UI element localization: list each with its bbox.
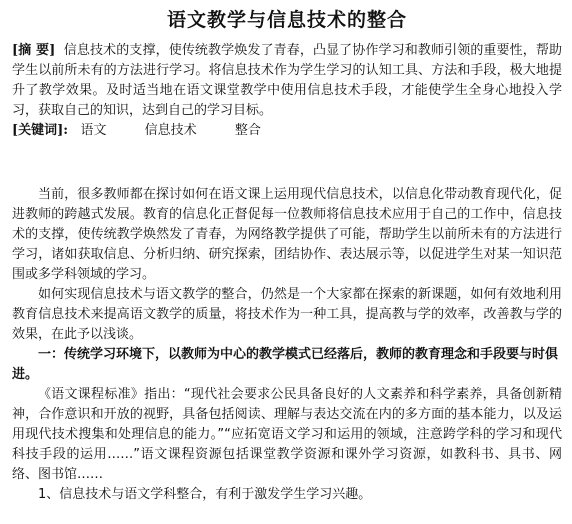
keyword-item: 语文 xyxy=(80,123,107,138)
section-heading: 一：传统学习环境下，以教师为中心的教学模式已经落后，教师的教育理念和手段要与时俱进。 xyxy=(12,347,559,382)
body-paragraph: 《语文课程标准》指出：“现代社会要求公民具备良好的人文素养和科学素养，具备创新精神，合作意识和开放的视野，具备包括阅读、理解与表达交流在内的多方面的基本能力，以及运用现代技术搜集和处理信息的能力。”“应拓宽语文学习和运用的领域，注意跨学科的学习和现代科技手段的运用……”语文课程资源包括课堂教学资源和课外学习资源，如教科书、具书、网络、图书馆…… xyxy=(12,387,562,482)
list-item: 1、信息技术与语文学科整合，有利于激发学生学习兴趣。 xyxy=(38,487,372,502)
document-title: 语文教学与信息技术的整合 xyxy=(166,9,407,31)
keyword-item: 信息技术 xyxy=(144,123,197,138)
abstract xyxy=(12,41,562,121)
keyword-item: 整合 xyxy=(234,123,261,138)
section-gap xyxy=(12,141,562,185)
keywords-line xyxy=(12,121,562,141)
keywords-label: [关键词]: xyxy=(12,123,69,138)
body-paragraph: 如何实现信息技术与语文教学的整合，仍然是一个大家都在探索的新课题，如何有效地利用教育信息技术来提高语文教学的质量，将技术作为一种工具，提高教与学的效率，改善教与学的效果，在此予以浅谈。 xyxy=(12,287,562,342)
body-paragraph: 当前，很多教师都在探讨如何在语文课上运用现代信息技术，以信息化带动教育现代化，促进教师的跨越式发展。教育的信息化正督促每一位教师将信息技术应用于自己的工作中，信息技术的支撑，使传统教学焕然发了青春，为网络教学提供了可能，帮助学生以前所未有的方法进行学习，诸如获取信息、分析归纳、研究探索，团结协作、表达展示等，以促进学生对某一知识范围或多学科领域的学习。 xyxy=(12,187,562,282)
abstract-text: 信息技术的支撑，使传统教学焕发了青春，凸显了协作学习和教师引领的重要性，帮助学生以前所未有的方法进行学习。将信息技术作为学生学习的认知工具、方法和手段，极大地提升了教学效果。及时适当地在语文课堂教学中使用信息技术手段，才能使学生全身心地投入学习，获取自己的知识，达到自己的学习目标。 xyxy=(12,43,563,118)
abstract-label: [摘 要] xyxy=(12,43,56,58)
